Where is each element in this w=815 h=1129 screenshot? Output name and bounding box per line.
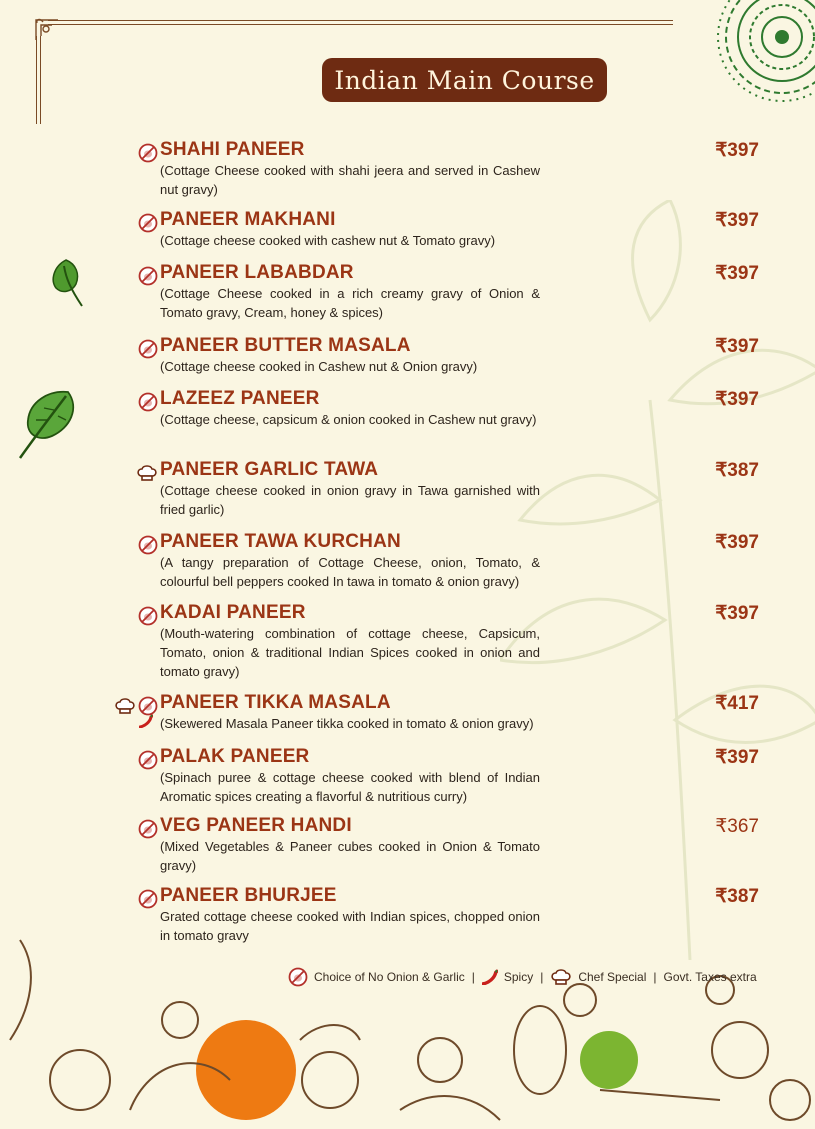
item-name: LAZEEZ PANEER: [160, 388, 320, 409]
item-price: ₹397: [715, 263, 759, 284]
item-price: ₹397: [715, 532, 759, 553]
item-name: VEG PANEER HANDI: [160, 815, 352, 836]
no-onion-garlic-icon: [138, 819, 158, 839]
item-description: (Cottage cheese, capsicum & onion cooked in Cashew nut gravy): [160, 412, 537, 427]
no-onion-garlic-icon: [138, 266, 158, 286]
no-onion-garlic-icon: [138, 392, 158, 412]
vegetable-sketch-footer: [0, 930, 815, 1129]
item-name: PANEER TAWA KURCHAN: [160, 531, 401, 552]
legend-separator: |: [540, 970, 544, 984]
chef-hat-icon: [114, 696, 136, 716]
item-name: PANEER BUTTER MASALA: [160, 335, 411, 356]
chili-icon: [139, 714, 153, 728]
item-price: ₹397: [715, 603, 759, 624]
no-onion-garlic-icon: [138, 750, 158, 770]
frame-top-line: [48, 20, 673, 25]
item-price: ₹387: [715, 460, 759, 481]
no-onion-garlic-icon: [138, 143, 158, 163]
item-price: ₹367: [715, 816, 759, 837]
item-description: (Skewered Masala Paneer tikka cooked in tomato & onion gravy): [160, 716, 534, 731]
item-description: (Cottage cheese cooked with cashew nut & Tomato gravy): [160, 233, 496, 248]
item-name: PANEER MAKHANI: [160, 209, 336, 230]
no-onion-garlic-icon: [138, 606, 158, 626]
item-description: (Cottage Cheese cooked with shahi jeera and served in Cashew nut gravy): [160, 163, 540, 197]
legend-separator: |: [471, 970, 475, 984]
legend-no-onion-garlic: Choice of No Onion & Garlic: [314, 970, 465, 984]
item-price: ₹397: [715, 747, 759, 768]
leaf-icon: [18, 386, 84, 460]
item-name: PANEER BHURJEE: [160, 885, 337, 906]
leaf-icon: [48, 256, 88, 308]
item-price: ₹397: [715, 336, 759, 357]
item-description: (Mouth-watering combination of cottage cheese, Capsicum, Tomato, onion & traditional Indian Spices cooked in onion and tomato gravy): [160, 626, 540, 679]
item-name: PANEER GARLIC TAWA: [160, 459, 379, 480]
page-title: Indian Main Course: [334, 65, 595, 95]
item-name: PANEER TIKKA MASALA: [160, 692, 391, 713]
item-description: Grated cottage cheese cooked with Indian spices, chopped onion in tomato gravy: [160, 909, 540, 943]
herb-sketch-background: [500, 200, 815, 960]
item-description: (Mixed Vegetables & Paneer cubes cooked in Onion & Tomato gravy): [160, 839, 540, 873]
item-price: ₹397: [715, 210, 759, 231]
item-price: ₹417: [715, 693, 759, 714]
legend: [288, 966, 758, 988]
item-name: PANEER LABABDAR: [160, 262, 354, 283]
item-description: (Cottage Cheese cooked in a rich creamy gravy of Onion & Tomato gravy, Cream, honey & spices): [160, 286, 540, 320]
item-name: SHAHI PANEER: [160, 139, 305, 160]
legend-spicy: Spicy: [503, 970, 534, 984]
legend-separator: |: [653, 970, 657, 984]
item-description: (Cottage cheese cooked in Cashew nut & Onion gravy): [160, 359, 478, 374]
chili-icon: [482, 969, 498, 985]
item-name: PALAK PANEER: [160, 746, 310, 767]
legend-chef-special: Chef Special: [578, 970, 647, 984]
chef-hat-icon: [136, 463, 158, 483]
item-price: ₹397: [715, 389, 759, 410]
corner-ornament-icon: [32, 14, 62, 44]
item-name: KADAI PANEER: [160, 602, 306, 623]
item-description: (A tangy preparation of Cottage Cheese, onion, Tomato, & colourful bell peppers cooked In tawa in tomato & onion gravy): [160, 555, 540, 589]
item-price: ₹397: [715, 140, 759, 161]
no-onion-garlic-icon: [138, 889, 158, 909]
frame-left-line: [36, 36, 41, 124]
chef-hat-icon: [550, 967, 572, 987]
title-banner: [322, 58, 607, 102]
item-description: (Spinach puree & cottage cheese cooked with blend of Indian Aromatic spices creating a flavorful & nutritious curry): [160, 770, 540, 804]
mandala-icon: [717, 0, 815, 102]
legend-taxes: Govt. Taxes extra: [663, 970, 757, 984]
no-onion-garlic-icon: [138, 696, 158, 716]
no-onion-garlic-icon: [288, 967, 308, 987]
no-onion-garlic-icon: [138, 213, 158, 233]
no-onion-garlic-icon: [138, 339, 158, 359]
no-onion-garlic-icon: [138, 535, 158, 555]
item-price: ₹387: [715, 886, 759, 907]
item-description: (Cottage cheese cooked in onion gravy in Tawa garnished with fried garlic): [160, 483, 540, 517]
